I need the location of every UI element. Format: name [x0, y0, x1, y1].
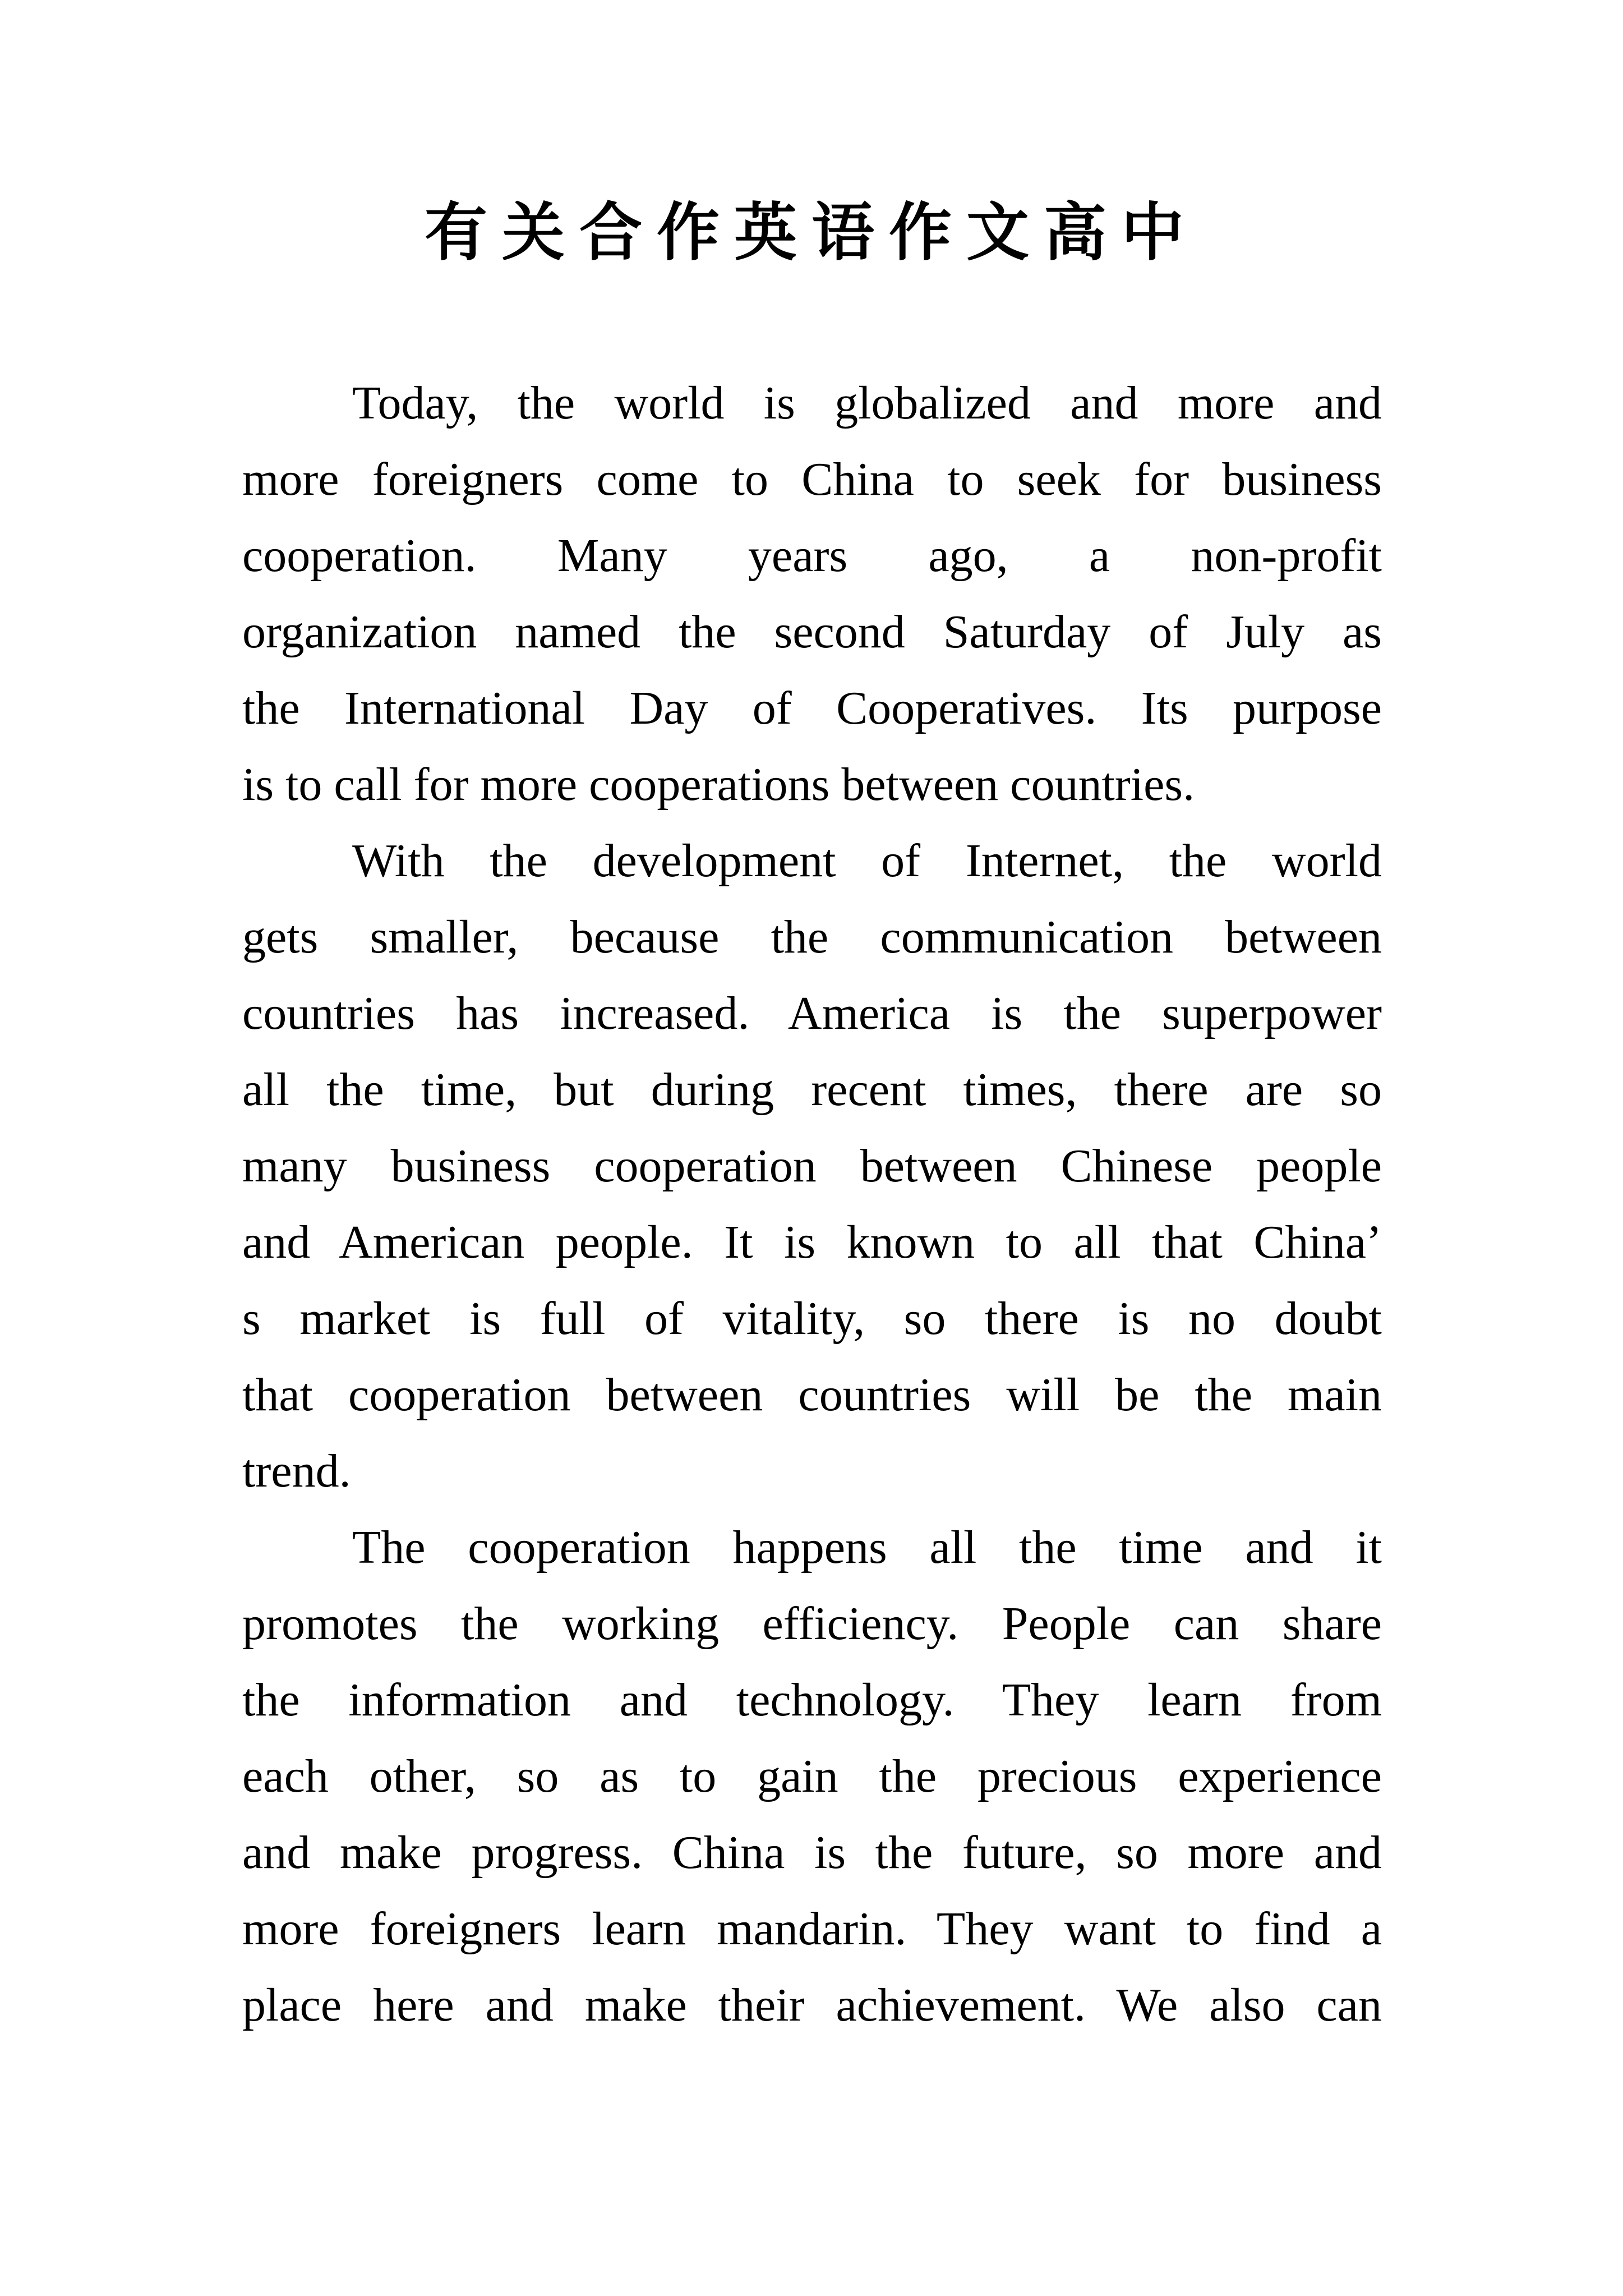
text-line: Today, the world is globalized and more and [352, 377, 1382, 429]
text-line: more foreigners come to China to seek for business [242, 453, 1382, 505]
text-line: all the time, but during recent times, there are so [242, 1064, 1382, 1116]
text-line: that cooperation between countries will be the main [242, 1369, 1382, 1421]
text-line: The cooperation happens all the time and it [352, 1521, 1382, 1573]
text-line: organization named the second Saturday of July as [242, 606, 1382, 658]
text-line: place here and make their achievement. We also can [242, 1979, 1382, 2031]
text-line: countries has increased. America is the superpower [242, 987, 1382, 1039]
text-line: is to call for more cooperations between countries. [242, 758, 1195, 811]
document-body [242, 365, 1382, 2044]
text-line: trend. [242, 1445, 351, 1497]
text-line: and make progress. China is the future, so more and [242, 1826, 1382, 1879]
text-line: promotes the working efficiency. People can share [242, 1598, 1382, 1650]
text-line: cooperation. Many years ago, a non-profit [242, 530, 1382, 582]
document-title: 有关合作英语作文高中 [425, 199, 1198, 268]
text-line: many business cooperation between Chinese people [242, 1140, 1382, 1192]
text-line: s market is full of vitality, so there is no doubt [242, 1292, 1382, 1345]
paragraph [242, 823, 1382, 1510]
text-line: gets smaller, because the communication between [242, 911, 1382, 963]
text-line: each other, so as to gain the precious experience [242, 1750, 1382, 1802]
paragraph [242, 365, 1382, 823]
text-line: and American people. It is known to all that China’ [242, 1216, 1382, 1268]
paragraph [242, 1510, 1382, 2044]
text-line: the International Day of Cooperatives. Its purpose [242, 682, 1382, 734]
text-line: the information and technology. They learn from [242, 1674, 1382, 1726]
text-line: With the development of Internet, the world [352, 835, 1382, 887]
text-line: more foreigners learn mandarin. They want to find a [242, 1903, 1382, 1955]
